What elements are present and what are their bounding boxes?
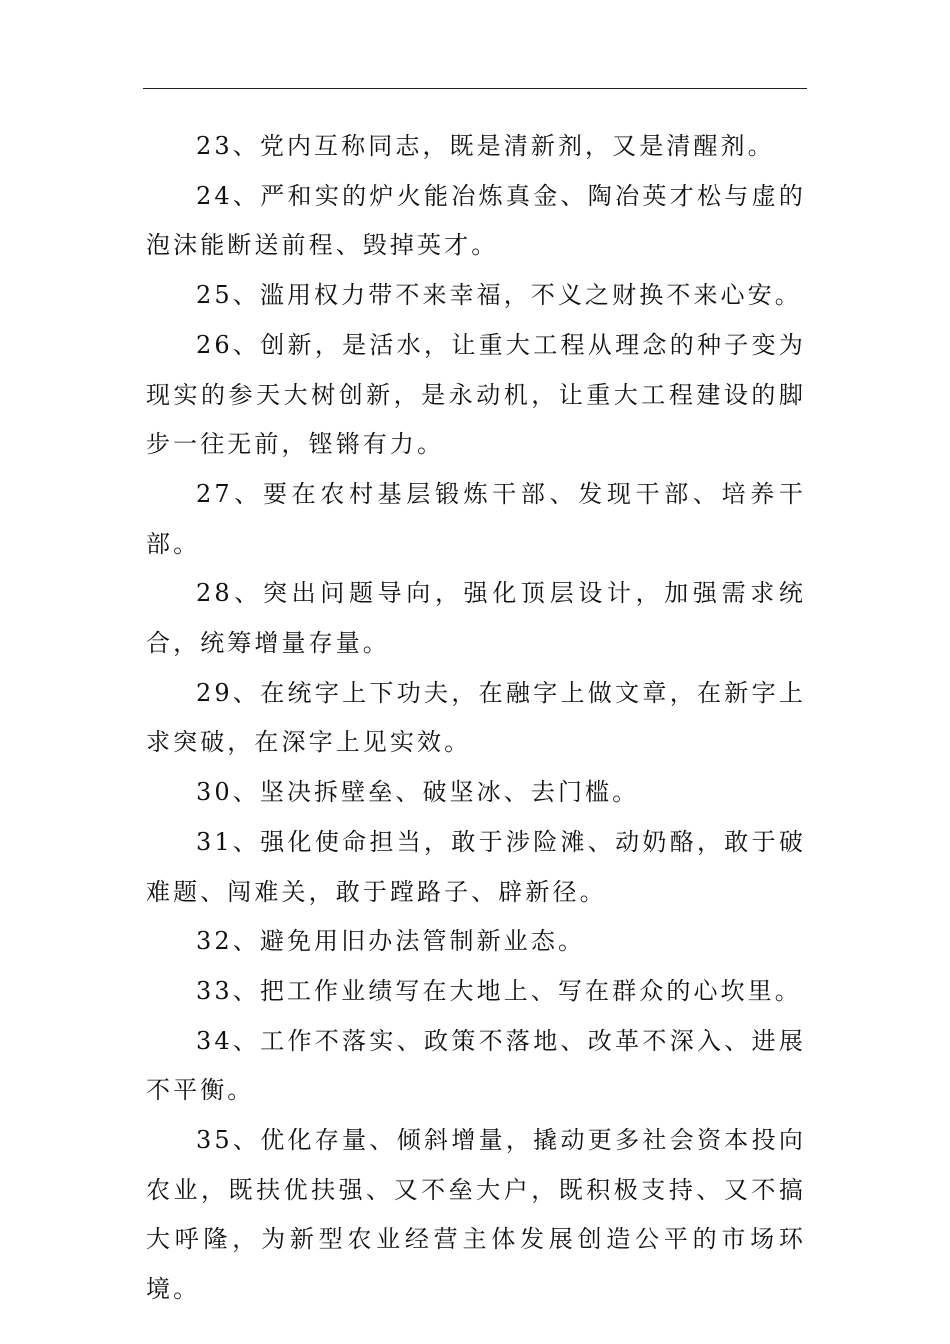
document-body [146,122,806,1315]
paragraph-30: 30、坚决拆壁垒、破坚冰、去门槛。 [196,778,640,807]
paragraph-31: 31、强化使命担当，敢于涉险滩、动奶酪，敢于破难题、闯难关，敢于蹚路子、辟新径。 [146,827,806,906]
paragraph-25: 25、滥用权力带不来幸福，不义之财换不来心安。 [196,281,802,310]
header-rule [143,88,807,89]
paragraph-33: 33、把工作业绩写在大地上、写在群众的心坎里。 [196,976,802,1005]
paragraph-27: 27、要在农村基层锻炼干部、发现干部、培养干部。 [146,479,806,558]
paragraph-35: 35、优化存量、倾斜增量，撬动更多社会资本投向农业，既扶优扶强、又不垒大户，既积极支持、又不搞大呼隆，为新型农业经营主体发展创造公平的市场环境。 [146,1126,806,1304]
paragraph-29: 29、在统字上下功夫，在融字上做文章，在新字上求突破，在深字上见实效。 [146,678,806,757]
paragraph-32: 32、避免用旧办法管制新业态。 [196,927,586,956]
paragraph-28: 28、突出问题导向，强化顶层设计，加强需求统合，统筹增量存量。 [146,579,806,658]
paragraph-34: 34、工作不落实、政策不落地、改革不深入、进展不平衡。 [146,1026,806,1105]
paragraph-26: 26、创新，是活水，让重大工程从理念的种子变为现实的参天大树创新，是永动机，让重大工程建设的脚步一往无前，铿锵有力。 [146,330,806,459]
paragraph-24: 24、严和实的炉火能冶炼真金、陶冶英才松与虚的泡沫能断送前程、毁掉英才。 [146,181,806,260]
paragraph-23: 23、党内互称同志，既是清新剂，又是清醒剂。 [196,132,775,160]
